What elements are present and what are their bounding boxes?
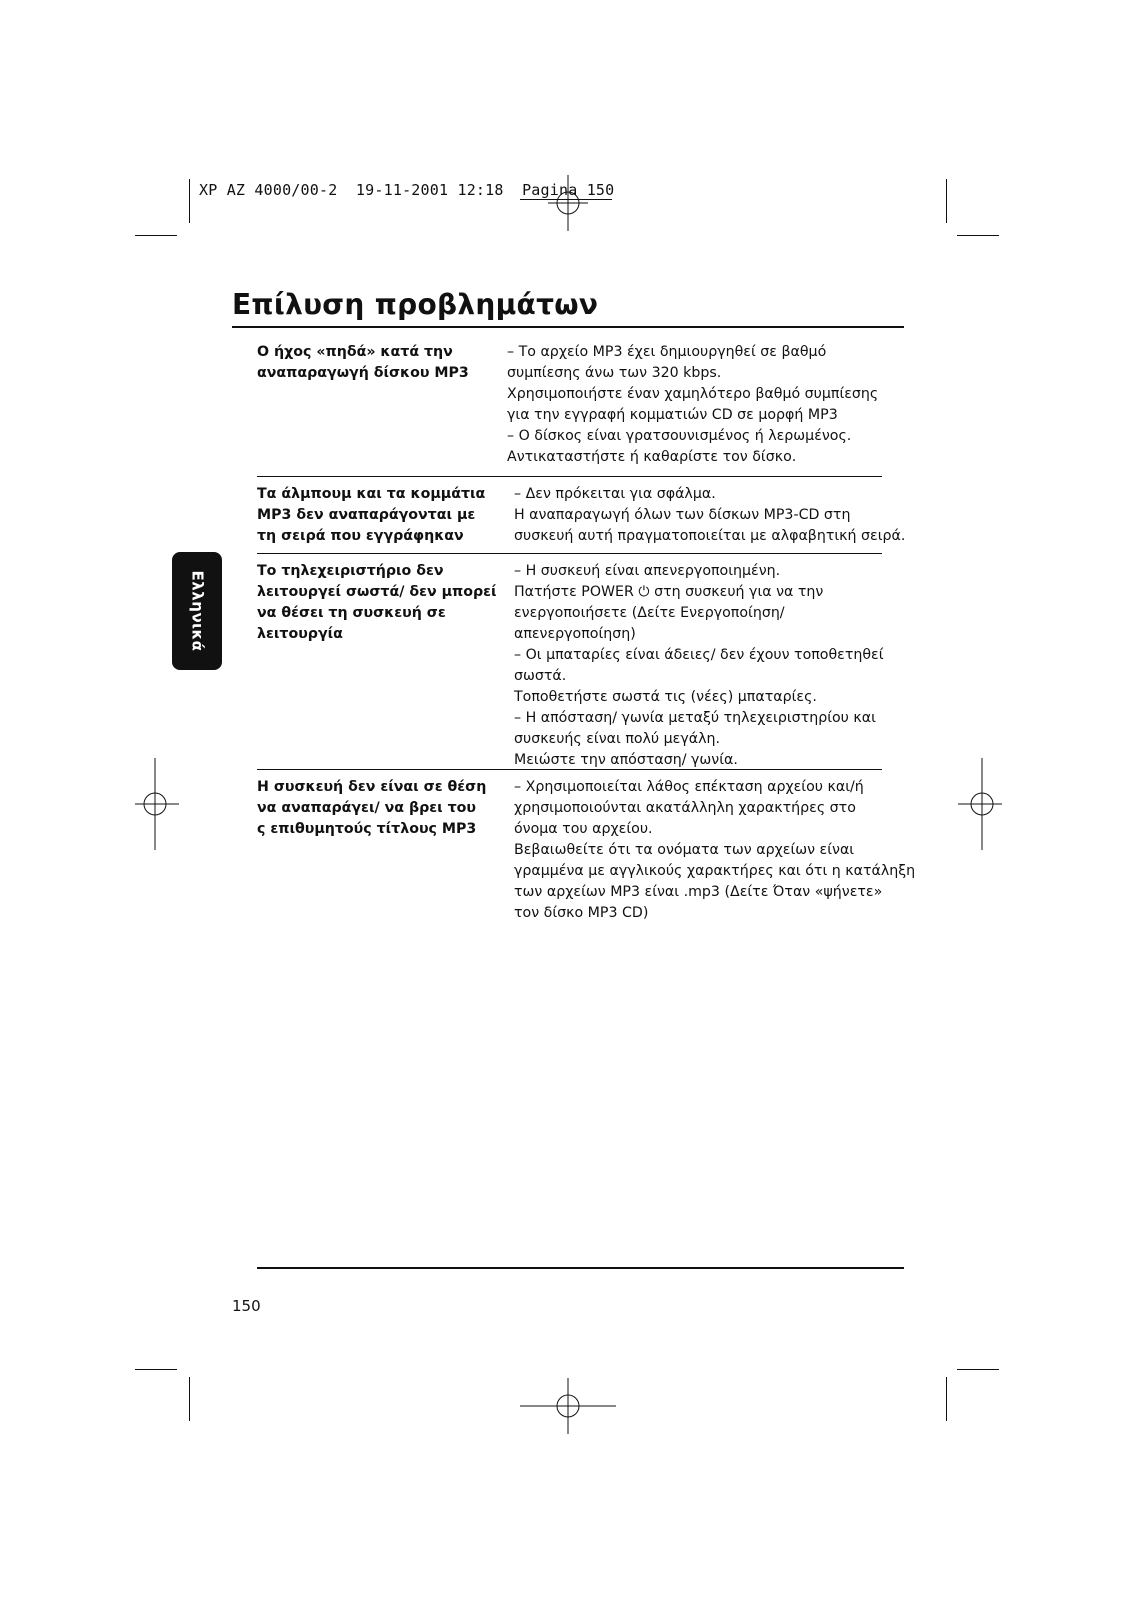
row-divider bbox=[257, 769, 882, 770]
solution-text: – Η συσκευή είναι απενεργοποιημένη. Πατήστε POWER ⏻ στη συσκευή για να την ενεργοποιήσετε (Δείτε Ενεργοποίηση/ απενεργοποίηση) – Οι μπαταρίες είναι άδειες/ δεν έχουν τοποθετηθεί σωστά. Τοποθετήστε σωστά τις (νέες) μπαταρίες. – Η απόσταση/ γωνία μεταξύ τηλεχειριστηρίου και συσκευής είναι πολύ μεγάλη. Μειώστε την απόσταση/ γωνία. bbox=[514, 563, 884, 768]
crop-mark bbox=[189, 179, 190, 223]
problem-text: Τα άλμπουμ και τα κομμάτια MP3 δεν αναπαράγονται με τη σειρά που εγγράφηκαν bbox=[257, 486, 486, 544]
problem-text: Η συσκευή δεν είναι σε θέση να αναπαράγει/ να βρει του ς επιθυμητούς τίτλους MP3 bbox=[257, 779, 487, 837]
page-number: 150 bbox=[232, 1297, 261, 1315]
solution-text: – Χρησιμοποιείται λάθος επέκταση αρχείου και/ή χρησιμοποιούνται ακατάλληλη χαρακτήρες στο όνομα του αρχείου. Βεβαιωθείτε ότι τα ονόματα των αρχείων είναι γραμμένα με αγγλικούς χαρακτήρες και ότι η κατάληξη των αρχείων MP3 είναι .mp3 (Δείτε Όταν «ψήνετε» τον δίσκο MP3 CD) bbox=[514, 779, 916, 921]
problem-text: Ο ήχος «πηδά» κατά την αναπαραγωγή δίσκου MP3 bbox=[257, 344, 469, 381]
row-divider bbox=[257, 553, 882, 554]
print-slug: XP AZ 4000/00-2 19-11-2001 12:18 Pagina 150 bbox=[199, 181, 615, 199]
row-divider bbox=[257, 476, 882, 477]
solution-text: – Δεν πρόκειται για σφάλμα. Η αναπαραγωγή όλων των δίσκων MP3-CD στη συσκευή αυτή πραγματοποιείται με αλφαβητική σειρά. bbox=[514, 486, 906, 544]
language-tab bbox=[172, 552, 222, 670]
problem-text: Το τηλεχειριστήριο δεν λειτουργεί σωστά/ δεν μπορεί να θέσει τη συσκευή σε λειτουργία bbox=[257, 563, 497, 642]
page-title: Επίλυση προβλημάτων bbox=[232, 288, 599, 321]
solution-text: – Το αρχείο MP3 έχει δημιουργηθεί σε βαθμό συμπίεσης άνω των 320 kbps. Χρησιμοποιήστε έναν χαμηλότερο βαθμό συμπίεσης για την εγγραφή κομματιών CD σε μορφή MP3 – Ο δίσκος είναι γρατσουνισμένος ή λερωμένος. Αντικαταστήστε ή καθαρίστε τον δίσκο. bbox=[507, 344, 879, 465]
title-rule bbox=[232, 326, 904, 328]
crop-mark bbox=[135, 235, 177, 236]
footer-rule bbox=[257, 1267, 904, 1269]
language-tab-label: Ελληνικά bbox=[188, 570, 206, 652]
crop-mark bbox=[135, 1369, 177, 1370]
registration-mark-icon bbox=[135, 758, 179, 850]
crop-mark bbox=[957, 235, 999, 236]
registration-mark-icon bbox=[520, 1378, 616, 1434]
crop-mark bbox=[189, 1377, 190, 1421]
crop-mark bbox=[946, 1377, 947, 1421]
registration-mark-icon bbox=[958, 758, 1002, 850]
crop-mark bbox=[957, 1369, 999, 1370]
crop-mark bbox=[946, 179, 947, 223]
slug-underline bbox=[520, 199, 612, 200]
